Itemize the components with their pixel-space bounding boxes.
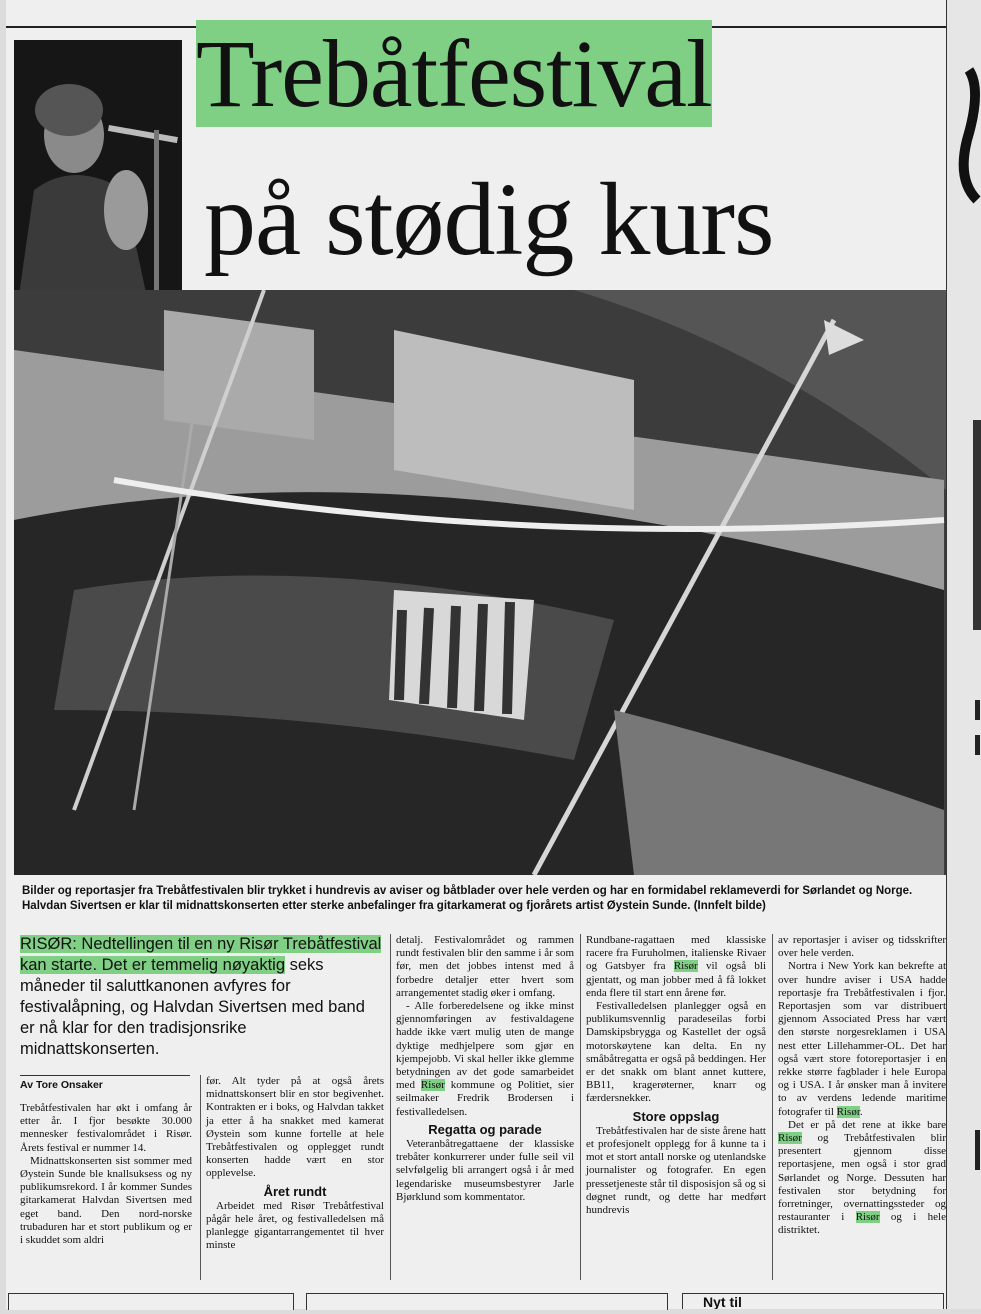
paragraph: Arbeidet med Risør Trebåtfestival pågår hele året, og festivalledelsen må planlegge gigantarrangementet til hver minste [206,1199,384,1252]
paragraph: Festivalledelsen planlegger også en publikumsvennlig paradeseilas forbi Damskipsbrygga og Kastellet der også motorskøytene kan delta. En ny småbåtregatta er også på beddingen. Her er det snakk om blant annet kuttere, BB11, kragerøterner, knarr og færdersnekker. [586,1000,766,1105]
headline-line2: på stødig kurs [204,162,774,277]
column-divider [200,1075,201,1280]
article-column-1 [20,1102,192,1247]
paragraph: Trebåtfestivalen har økt i omfang år etter år. I fjor besøkte 30.000 mennesker festivalområdet i Risør. Årets festival er nummer 14. [20,1102,192,1154]
next-article-box-1 [8,1293,294,1310]
subheading-aret-rundt: Året rundt [263,1183,327,1199]
column-divider [772,934,773,1280]
inset-photo-singer [14,40,182,330]
article-column-5 [778,934,946,1238]
subheading-store-oppslag: Store oppslag [632,1108,720,1124]
paragraph: Rundbane-ragattaen med klassiske racere fra Furuholmen, italienske Rivaer og Gatsbyer fra Risør vil også bli gjentatt, og man jobber med å få lokket enda flere til start enn årene før. [586,934,766,999]
headline-line1: Trebåtfestival [196,20,712,127]
next-article-box-3: Nyt til [682,1293,944,1309]
paragraph: Veteranbåtregattaene der klassiske trebåter konkurrerer under fulle seil vil selvfølgelig bli arrangert også i år med legendariske museumsbestyrer Jarle Bjørklund som kommentator. [396,1138,574,1203]
paragraph: Trebåtfestivalen har de siste årene hatt et profesjonelt opplegg for å kunne ta i mot et stort antall norske og utenlandske journalister og fotografer. En egen pressetjeneste står til disposisjon så og si døgnet rundt, og dette har medført hundrevis [586,1124,766,1217]
harbour-photo [14,290,946,875]
paragraph: Det er på det rene at ikke bare Risør og Trebåtfestivalen blir presentert gjennom disse reportasjene, men også i stor grad Sørlandet og Norge. Dessuten har festivalen stor betydning for forretninger, overnattingssteder og restauranter i Risør og i hele distriktet. [778,1118,946,1237]
next-article-box-2 [306,1293,668,1310]
adjacent-page-strip [946,0,981,1309]
article-column-4 [586,934,766,1217]
paragraph: av reportasjer i aviser og tidsskrifter over hele verden. [778,934,946,960]
paragraph: før. Alt tyder på at også årets midnattskonsert blir en stor begivenhet. Kontrakten er i boks, og Halvdan takket ja etter å ha snakket med kamerat Øystein som kunne fortelle at hele Trebåtfestivalen og opplegget rundt konserten hadde vært en stor opplevelse. [206,1075,384,1180]
photo-caption: Bilder og reportasjer fra Trebåtfestivalen blir trykket i hundrevis av aviser og båtblader over hele verden og har en formidabel reklameverdi for Sørlandet og Norge. Halvdan Sivertsen er klar til midnattskonserten etter sterke anbefalinger fra gitarkamerat og fjorårets artist Øystein Sunde. (Innfelt bilde) [22,885,913,912]
paragraph: Midnattskonserten sist sommer med Øystein Sunde ble knallsuksess og ny publikumsrekord. I år kommer Sundes gitarkamerat Halvdan Sivertsen med eget band. Den nord-norske trubaduren har et stort publikum og er i skuddet som aldri [20,1154,192,1247]
paragraph: Nortra i New York kan bekrefte at over hundre aviser i USA hadde reportasje fra Trebåtfestivalen i fjor. Reportasjen som var distribuert gjennom Associated Press har vært den største norgesreklamen i USA nest etter Lillehammer-OL. Det har også vært store fotoreportasjer i en rekke større fagblader i hele Europa og i USA. I år ønsker man å invitere to av verdens ledende maritime fotografer til Risør. [778,960,946,1118]
paragraph: - Alle forberedelsene og ikke minst gjennomføringen av festivaldagene hadde ikke vært mulig uten de mange dyktige medhjelpere som gjør en kjempejobb. Vi skal heller ikke glemme betydningen av det gode samarbeidet med Risør kommune og Politiet, sier seilmaker Fredrik Brodersen i festivalledelsen. [396,1000,574,1118]
byline: Av Tore Onsaker [20,1075,190,1091]
column-divider [390,934,391,1280]
column-divider [580,934,581,1280]
article-column-3 [396,934,574,1204]
lead-paragraph: RISØR: Nedtellingen til en ny Risør Trebåtfestival kan starte. Det er temmelig nøyaktig seks måneder til saluttkanonen avfyres for festivalåpning, og Halvdan Sivertsen med band er nå klar for den tradisjonsrike midnattskonserten. [20,935,382,1058]
newspaper-page [6,0,946,1309]
paragraph: detalj. Festivalområdet og rammen rundt festivalen blir den samme i år som før, men det jobbes intenst med å forbedre detaljer etter hvert som arrangementet stadig øker i omfang. [396,934,574,999]
subheading-regatta: Regatta og parade [428,1121,542,1137]
article-column-2 [206,1075,384,1253]
dateline: RISØR: [20,935,77,953]
